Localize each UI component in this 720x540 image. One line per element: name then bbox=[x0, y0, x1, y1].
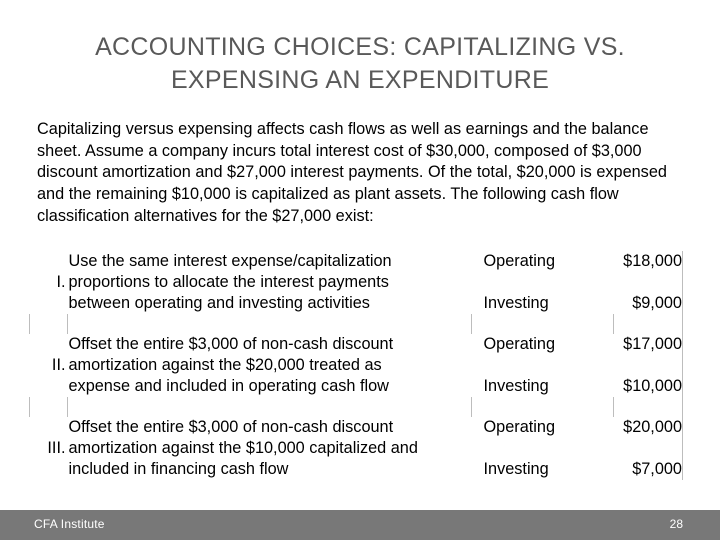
alt-2-numeral: II. bbox=[51, 356, 66, 374]
alt-2-operating-label: Operating bbox=[483, 335, 556, 353]
table-row bbox=[30, 417, 683, 438]
table-row bbox=[30, 272, 683, 293]
alt-2-line-1: Offset the entire $3,000 of non-cash discount bbox=[68, 335, 394, 353]
alt-1-line-2: proportions to allocate the interest payments bbox=[68, 273, 389, 291]
alt-1-investing-label: Investing bbox=[483, 294, 549, 312]
table-row bbox=[30, 251, 683, 272]
alt-3-operating-amount: $20,000 bbox=[614, 417, 683, 438]
cfa-institute-logo: CFA Institute bbox=[34, 517, 105, 531]
table-row bbox=[30, 459, 683, 480]
alternatives-table bbox=[29, 251, 683, 480]
alt-3-investing-label: Investing bbox=[483, 460, 549, 478]
alt-2-investing-label: Investing bbox=[483, 377, 549, 395]
alt-1-line-3: between operating and investing activities bbox=[68, 294, 370, 312]
slide-title: ACCOUNTING CHOICES: CAPITALIZING VS. EXPENSING AN EXPENDITURE bbox=[95, 33, 625, 94]
alt-3-numeral: III. bbox=[47, 439, 66, 457]
footer-bar bbox=[0, 510, 720, 540]
alt-3-line-1: Offset the entire $3,000 of non-cash discount bbox=[68, 418, 394, 436]
alt-2-operating-amount: $17,000 bbox=[614, 334, 683, 355]
alt-1-operating-label: Operating bbox=[483, 252, 556, 270]
alt-3-operating-label: Operating bbox=[483, 418, 556, 436]
alt-2-investing-amount: $10,000 bbox=[614, 376, 683, 397]
page-number: 28 bbox=[669, 517, 683, 531]
alt-3-line-3: included in financing cash flow bbox=[68, 460, 289, 478]
intro-paragraph: Capitalizing versus expensing affects cash flows as well as earnings and the balance sheet. Assume a company incurs total interest cost of $30,000, composed of $3,000 discount amortization and $27,000 interest payments. Of the total, $20,000 is expensed and the remaining $10,000 is capitalized as plant assets. The following cash flow classification alternatives for the $27,000 exist: bbox=[37, 120, 667, 225]
table-row bbox=[30, 376, 683, 397]
alt-2-line-2: amortization against the $20,000 treated as bbox=[68, 356, 382, 374]
table-row bbox=[30, 334, 683, 355]
alt-1-investing-amount: $9,000 bbox=[614, 293, 683, 314]
alt-2-line-3: expense and included in operating cash flow bbox=[68, 377, 389, 395]
alt-1-operating-amount: $18,000 bbox=[614, 251, 683, 272]
alt-1-numeral: I. bbox=[56, 273, 66, 291]
alt-1-line-1: Use the same interest expense/capitalization bbox=[68, 252, 392, 270]
table-row bbox=[30, 355, 683, 376]
table-row bbox=[30, 293, 683, 314]
table-row bbox=[30, 438, 683, 459]
alt-3-line-2: amortization against the $10,000 capitalized and bbox=[68, 439, 418, 457]
alt-3-investing-amount: $7,000 bbox=[614, 459, 683, 480]
